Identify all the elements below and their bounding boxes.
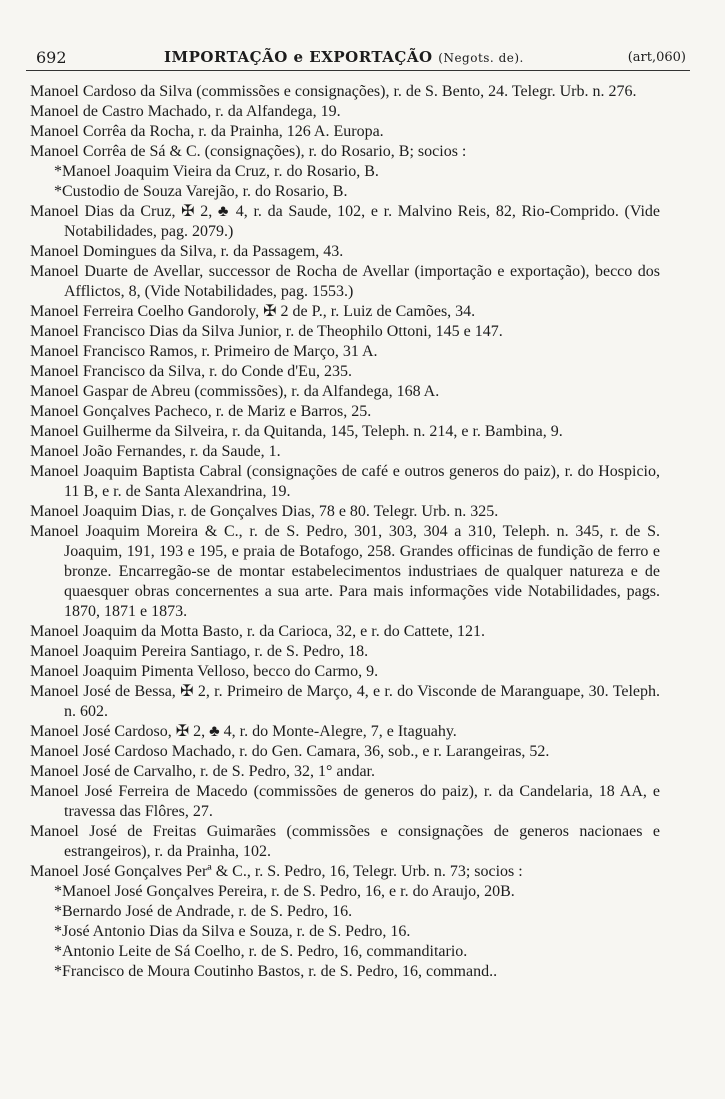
partner-entry: *Custodio de Souza Varejão, r. do Rosario, B.: [54, 183, 348, 200]
entry-list: [30, 82, 660, 982]
directory-entry: Manoel Francisco Ramos, r. Primeiro de Março, 31 A.: [30, 343, 378, 360]
directory-entry: Manoel de Castro Machado, r. da Alfandega, 19.: [30, 103, 341, 120]
directory-entry: Manoel José de Freitas Guimarães (commissões e consignações de generos nacionaes e estrangeiros), r. da Prainha, 102.: [30, 823, 660, 860]
directory-entry: Manoel Joaquim Pereira Santiago, r. de S. Pedro, 18.: [30, 643, 369, 660]
directory-entry: Manoel José Cardoso, ✠ 2, ♣ 4, r. do Monte-Alegre, 7, e Itaguahy.: [30, 723, 457, 740]
directory-entry: Manoel Corrêa de Sá & C. (consignações), r. do Rosario, B; socios :: [30, 143, 467, 160]
partner-entry: *Manoel Joaquim Vieira da Cruz, r. do Rosario, B.: [54, 163, 379, 180]
directory-entry: Manoel Gaspar de Abreu (commissões), r. da Alfandega, 168 A.: [30, 383, 440, 400]
directory-entry: Manoel Joaquim da Motta Basto, r. da Carioca, 32, e r. do Cattete, 121.: [30, 623, 486, 640]
directory-entry: Manoel Francisco Dias da Silva Junior, r. de Theophilo Ottoni, 145 e 147.: [30, 323, 503, 340]
section-reference: (art,060): [627, 50, 686, 65]
directory-entry: Manoel Guilherme da Silveira, r. da Quitanda, 145, Teleph. n. 214, e r. Bambina, 9.: [30, 423, 563, 440]
directory-entry: Manoel Cardoso da Silva (commissões e consignações), r. de S. Bento, 24. Telegr. Urb. n. 276.: [30, 83, 637, 100]
directory-entry: Manoel José Cardoso Machado, r. do Gen. Camara, 36, sob., e r. Larangeiras, 52.: [30, 743, 550, 760]
partner-entry: *José Antonio Dias da Silva e Souza, r. de S. Pedro, 16.: [54, 923, 411, 940]
running-title-sub: (Negots. de).: [438, 51, 524, 65]
directory-entry: Manoel João Fernandes, r. da Saude, 1.: [30, 443, 281, 460]
directory-entry: Manoel José Ferreira de Macedo (commissões de generos do paiz), r. da Candelaria, 18 AA, e travessa das Flôres, 27.: [30, 783, 660, 820]
directory-entry: Manoel José de Bessa, ✠ 2, r. Primeiro de Março, 4, e r. do Visconde de Maranguape, 30. Teleph. n. 602.: [30, 683, 660, 720]
directory-entry: Manoel Corrêa da Rocha, r. da Prainha, 126 A. Europa.: [30, 123, 384, 140]
directory-entry: Manoel José Gonçalves Perª & C., r. S. Pedro, 16, Telegr. Urb. n. 73; socios :: [30, 863, 523, 880]
directory-entry: Manoel Dias da Cruz, ✠ 2, ♣ 4, r. da Saude, 102, e r. Malvino Reis, 82, Rio-Comprido. (Vide Notabilidades, pag. 2079.): [30, 203, 660, 240]
directory-entry: Manoel Joaquim Pimenta Velloso, becco do Carmo, 9.: [30, 663, 379, 680]
running-title: [164, 48, 524, 66]
directory-entry: Manoel José de Carvalho, r. de S. Pedro, 32, 1° andar.: [30, 763, 375, 780]
page-header: [26, 44, 690, 71]
directory-entry: Manoel Joaquim Dias, r. de Gonçalves Dias, 78 e 80. Telegr. Urb. n. 325.: [30, 503, 499, 520]
directory-entry: Manoel Joaquim Moreira & C., r. de S. Pedro, 301, 303, 304 a 310, Teleph. n. 345, r. de S. Joaquim, 191, 193 e 195, e praia de Botafogo, 258. Grandes officinas de fundição de ferro e bronze. Encarregão-se de montar estabelecimentos industriaes de qualquer natureza e de quaesquer obras concernentes a sua arte. Para mais informações vide Notabilidades, pags. 1870, 1871 e 1873.: [30, 523, 660, 620]
directory-entry: Manoel Joaquim Baptista Cabral (consignações de café e outros generos do paiz), r. do Hospicio, 11 B, e r. de Santa Alexandrina, 19.: [30, 463, 660, 500]
partner-entry: *Francisco de Moura Coutinho Bastos, r. de S. Pedro, 16, command..: [54, 963, 498, 980]
page-number: 692: [36, 48, 67, 67]
directory-entry: Manoel Domingues da Silva, r. da Passagem, 43.: [30, 243, 344, 260]
directory-entry: Manoel Francisco da Silva, r. do Conde d'Eu, 235.: [30, 363, 352, 380]
partner-entry: *Antonio Leite de Sá Coelho, r. de S. Pedro, 16, commanditario.: [54, 943, 468, 960]
directory-entry: Manoel Gonçalves Pacheco, r. de Mariz e Barros, 25.: [30, 403, 372, 420]
running-title-main: IMPORTAÇÃO e EXPORTAÇÃO: [164, 48, 433, 66]
directory-entry: Manoel Duarte de Avellar, successor de Rocha de Avellar (importação e exportação), becco dos Afflictos, 8, (Vide Notabilidades, pag. 1553.): [30, 263, 660, 300]
partner-entry: *Bernardo José de Andrade, r. de S. Pedro, 16.: [54, 903, 353, 920]
directory-entry: Manoel Ferreira Coelho Gandoroly, ✠ 2 de P., r. Luiz de Camões, 34.: [30, 303, 476, 320]
partner-entry: *Manoel José Gonçalves Pereira, r. de S. Pedro, 16, e r. do Araujo, 20B.: [54, 883, 515, 900]
